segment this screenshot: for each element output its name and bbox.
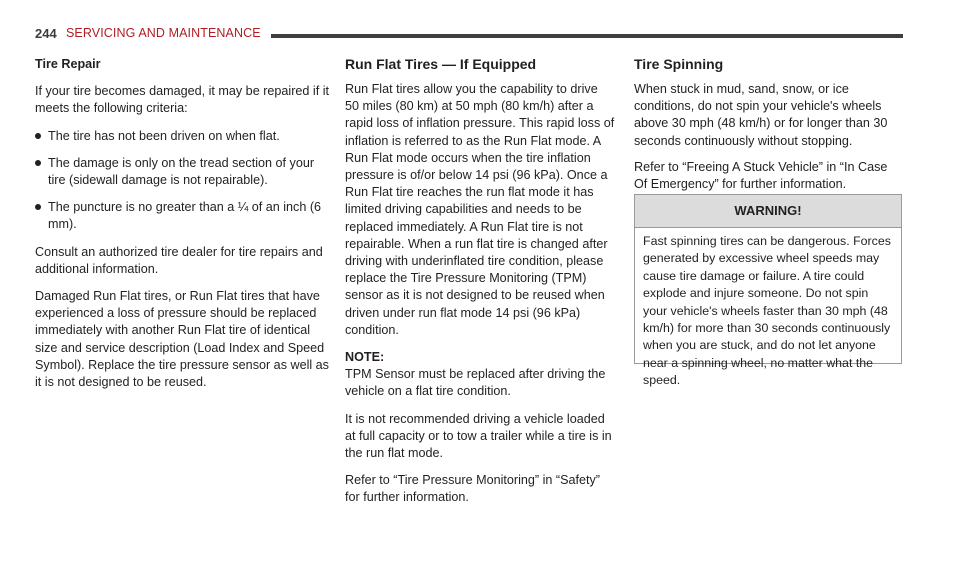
page-number: 244	[35, 26, 57, 41]
run-flat-loading: It is not recommended driving a vehicle loaded at full capacity or to tow a trailer while a tire is in the run flat mode.	[345, 411, 612, 461]
list-item-text: The puncture is no greater than a ¼ of an inch (6 mm).	[48, 200, 322, 232]
page-header	[35, 26, 903, 42]
column-run-flat	[345, 56, 615, 517]
list-item-text: The tire has not been driven on when flat.	[48, 128, 280, 143]
list-item	[35, 128, 330, 145]
run-flat-description: Run Flat tires allow you the capability to drive 50 miles (80 km) at 50 mph (80 km/h) after a rapid loss of inflation pressure. This rapid loss of inflation is referred to as the Run Flat mode. A Run Flat mode occurs when the tire inflation pressure is of/or below 14 psi (96 kPa). Once a Run Flat tire reaches the run flat mode it has limited driving capabilities and needs to be replaced immediately. A Run Flat tire is not repairable. When a run flat tire is changed after driving with underinflated tire condition, please replace the Tire Pressure Monitoring (TPM) sensor as it is not designed to be reused when driven under run flat mode 14 psi (96 kPa) condition.	[345, 82, 615, 337]
repair-criteria-list	[35, 128, 330, 234]
note-label: NOTE:	[345, 350, 385, 365]
tire-spinning-reference: Refer to “Freeing A Stuck Vehicle” in “In Case Of Emergency” for further information.	[634, 159, 888, 192]
bullet-icon	[35, 160, 41, 166]
warning-title: WARNING!	[635, 195, 901, 228]
tire-spinning-description: When stuck in mud, sand, snow, or ice conditions, do not spin your vehicle's wheels above 30 mph (48 km/h) or for longer than 30 seconds continuously without stopping.	[634, 82, 888, 148]
note-text: TPM Sensor must be replaced after driving the vehicle on a flat tire condition.	[345, 367, 606, 399]
list-item-text: The damage is only on the tread section of your tire (sidewall damage is not repairable).	[48, 155, 315, 188]
bullet-icon	[35, 204, 41, 210]
header-rule	[271, 34, 903, 38]
section-title: SERVICING AND MAINTENANCE	[66, 26, 261, 40]
warning-box	[634, 194, 902, 388]
heading-run-flat: Run Flat Tires — If Equipped	[345, 56, 537, 72]
heading-tire-repair: Tire Repair	[35, 57, 101, 71]
run-flat-reference: Refer to “Tire Pressure Monitoring” in “Safety” for further information.	[345, 473, 600, 505]
bullet-icon	[35, 133, 41, 139]
column-tire-repair	[35, 56, 330, 401]
tire-repair-intro: If your tire becomes damaged, it may be repaired if it meets the following criteria:	[35, 84, 329, 116]
list-item	[35, 199, 330, 233]
tire-repair-run-flat: Damaged Run Flat tires, or Run Flat tires that have experienced a loss of pressure should be replaced immediately with another Run Flat tire of identical size and service description (Load Index and Speed Symbol). Replace the tire pressure sensor as well as it is not designed to be reused.	[35, 289, 329, 390]
list-item	[35, 155, 330, 189]
heading-tire-spinning: Tire Spinning	[634, 56, 724, 72]
tire-repair-consult: Consult an authorized tire dealer for tire repairs and additional information.	[35, 244, 323, 276]
warning-text: Fast spinning tires can be dangerous. Forces generated by excessive wheel speeds may cause tire damage or failure. A tire could explode and injure someone. Do not spin your vehicle's wheels faster than 30 mph (48 km/h) for more than 30 seconds continuously when you are stuck, and do not let anyone near a spinning wheel, no matter what the speed.	[643, 234, 891, 388]
column-tire-spinning	[634, 56, 904, 202]
